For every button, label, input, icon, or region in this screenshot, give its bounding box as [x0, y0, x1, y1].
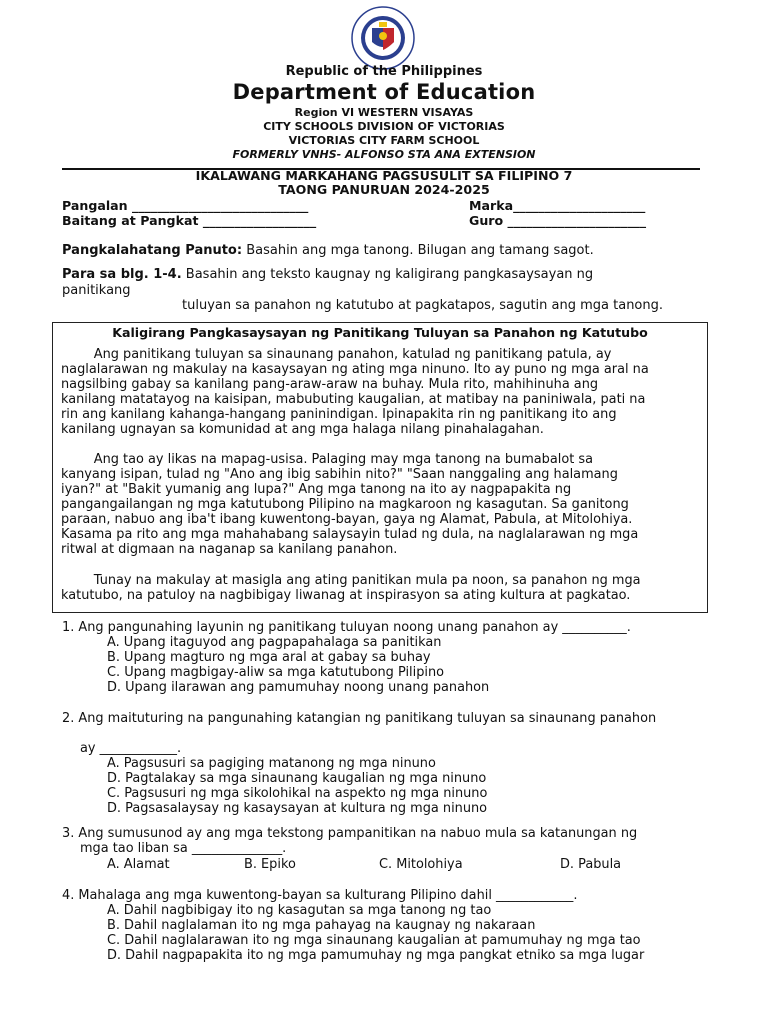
passage-line: pangangailangan ng mga katutubong Pilipino na magkaroon ng kasagutan. Sa ganitong — [61, 497, 629, 512]
passage-title: Kaligirang Pangkasaysayan ng Panitikang Tuluyan sa Panahon ng Katutubo — [112, 325, 648, 340]
passage-line: katutubo, na patuloy na nagbibigay liwanag at inspirasyon sa ating kultura at pagkatao. — [61, 588, 631, 603]
passage-line: Tunay na makulay at masigla ang ating panitikan mula pa noon, sa panahon ng mga — [61, 573, 641, 588]
name-field: Pangalan ____________________________ — [62, 198, 309, 213]
passage-line: Ang tao ay likas na mapag-usisa. Palaging may mga tanong na bumabalot sa — [61, 452, 594, 467]
question-3-option-b[interactable]: B. Epiko — [244, 857, 296, 872]
region-line: Region VI WESTERN VISAYAS — [294, 106, 474, 119]
question-4-option-a[interactable]: A. Dahil nagbibigay ito ng kasagutan sa mga tanong ng tao — [107, 903, 492, 918]
passage-box — [52, 322, 708, 613]
school-year: TAONG PANURUAN 2024-2025 — [278, 182, 490, 197]
republic-line: Republic of the Philippines — [285, 64, 483, 79]
general-instructions-text: Basahin ang mga tanong. Bilugan ang tamang sagot. — [242, 243, 594, 258]
formerly-line: FORMERLY VNHS- ALFONSO STA ANA EXTENSION — [232, 148, 536, 161]
passage-instructions-label: Para sa blg. 1-4. — [62, 267, 182, 282]
question-4-option-c[interactable]: C. Dahil naglalarawan ito ng mga sinaunang kaugalian at pamumuhay ng mga tao — [107, 933, 641, 948]
question-2-stem-cont: ay ____________. — [80, 741, 182, 756]
passage-line: paraan, nabuo ang iba't ibang kuwentong-bayan, gaya ng Alamat, Pabula, at Mitolohiya. — [61, 512, 633, 527]
question-2-option-a[interactable]: A. Pagsusuri sa pagiging matanong ng mga ninuno — [107, 756, 436, 771]
passage-line: kanilang matatayog na kaisipan, mabubuting kaugalian, at matibay na paniniwala, pati na — [61, 392, 646, 407]
passage-line: kanyang isipan, tulad ng "Ano ang ibig sabihin nito?" "Saan nanggaling ang halamang — [61, 467, 618, 482]
grade-section-field: Baitang at Pangkat __________________ — [62, 213, 317, 228]
division-line: CITY SCHOOLS DIVISION OF VICTORIAS — [263, 120, 505, 133]
department-title: Department of Education — [232, 80, 536, 104]
passage-line: rin ang kanilang kahanga-hangang paninindigan. Ipinapakita rin ng panitikang ito ang — [61, 407, 617, 422]
question-1-option-d[interactable]: D. Upang ilarawan ang pamumuhay noong unang panahon — [107, 680, 490, 695]
question-2-option-c[interactable]: C. Pagsusuri ng mga sikolohikal na aspekto ng mga ninuno — [107, 786, 488, 801]
passage-instructions-cont-2: tuluyan sa panahon ng katutubo at pagkatapos, sagutin ang mga tanong. — [182, 298, 664, 313]
question-2-option-d[interactable]: D. Pagsasalaysay ng kasaysayan at kultura ng mga ninuno — [107, 801, 488, 816]
general-instructions-label: Pangkalahatang Panuto: — [62, 243, 243, 258]
question-1-option-a[interactable]: A. Upang itaguyod ang pagpapahalaga sa panitikan — [107, 635, 442, 650]
question-3-stem: 3. Ang sumusunod ay ang mga tekstong pampanitikan na nabuo mula sa katanungan ng — [62, 826, 638, 841]
passage-line: naglalarawan ng makulay na kasaysayan ng ating mga ninuno. Ito ay puno ng mga aral na — [61, 362, 649, 377]
question-3-option-d[interactable]: D. Pabula — [560, 857, 622, 872]
passage-instructions-cont: panitikang — [62, 283, 131, 298]
question-2-stem: 2. Ang maituturing na pangunahing katangian ng panitikang tuluyan sa sinaunang panahon — [62, 711, 657, 726]
deped-seal-logo — [348, 6, 418, 70]
question-1-option-b[interactable]: B. Upang magturo ng mga aral at gabay sa buhay — [107, 650, 431, 665]
passage-line: nagsilbing gabay sa kanilang pang-araw-araw na buhay. Mula rito, mahihinuha ang — [61, 377, 599, 392]
teacher-field: Guro ______________________ — [469, 213, 647, 228]
passage-line: kanilang ugnayan sa komunidad at ang mga halaga nilang pinahalagahan. — [61, 422, 544, 437]
exam-title: IKALAWANG MARKAHANG PAGSUSULIT SA FILIPINO 7 — [195, 168, 573, 183]
score-field: Marka_____________________ — [469, 198, 646, 213]
passage-line: Kasama pa rito ang mga mahahabang salaysayin tulad ng dula, na naglalarawan ng mga — [61, 527, 639, 542]
question-4-option-b[interactable]: B. Dahil naglalaman ito ng mga pahayag na kaugnay ng nakaraan — [107, 918, 536, 933]
question-3-option-c[interactable]: C. Mitolohiya — [379, 857, 463, 872]
question-4-option-d[interactable]: D. Dahil nagpapakita ito ng mga pamumuhay ng mga pangkat etniko sa mga lugar — [107, 948, 645, 963]
passage-instructions — [62, 267, 593, 282]
question-1-stem: 1. Ang pangunahing layunin ng panitikang tuluyan noong unang panahon ay __________. — [62, 620, 631, 635]
passage-line: iyan?" at "Bakit yumanig ang lupa?" Ang mga tanong na ito ay nagpapakita ng — [61, 482, 572, 497]
passage-line: ritwal at digmaan na naganap sa kanilang panahon. — [61, 542, 398, 557]
question-1-option-c[interactable]: C. Upang magbigay-aliw sa mga katutubong Pilipino — [107, 665, 445, 680]
question-3-option-a[interactable]: A. Alamat — [107, 857, 170, 872]
question-4-stem: 4. Mahalaga ang mga kuwentong-bayan sa kulturang Pilipino dahil ____________. — [62, 888, 578, 903]
question-2-option-b[interactable]: D. Pagtalakay sa mga sinaunang kaugalian ng mga ninuno — [107, 771, 487, 786]
general-instructions — [62, 243, 594, 258]
passage-instructions-text: Basahin ang teksto kaugnay ng kaligirang pangkasaysayan ng — [181, 267, 594, 282]
question-3-stem-cont: mga tao liban sa ______________. — [80, 841, 287, 856]
passage-line: Ang panitikang tuluyan sa sinaunang panahon, katulad ng panitikang patula, ay — [61, 347, 612, 362]
school-line: VICTORIAS CITY FARM SCHOOL — [288, 134, 480, 147]
